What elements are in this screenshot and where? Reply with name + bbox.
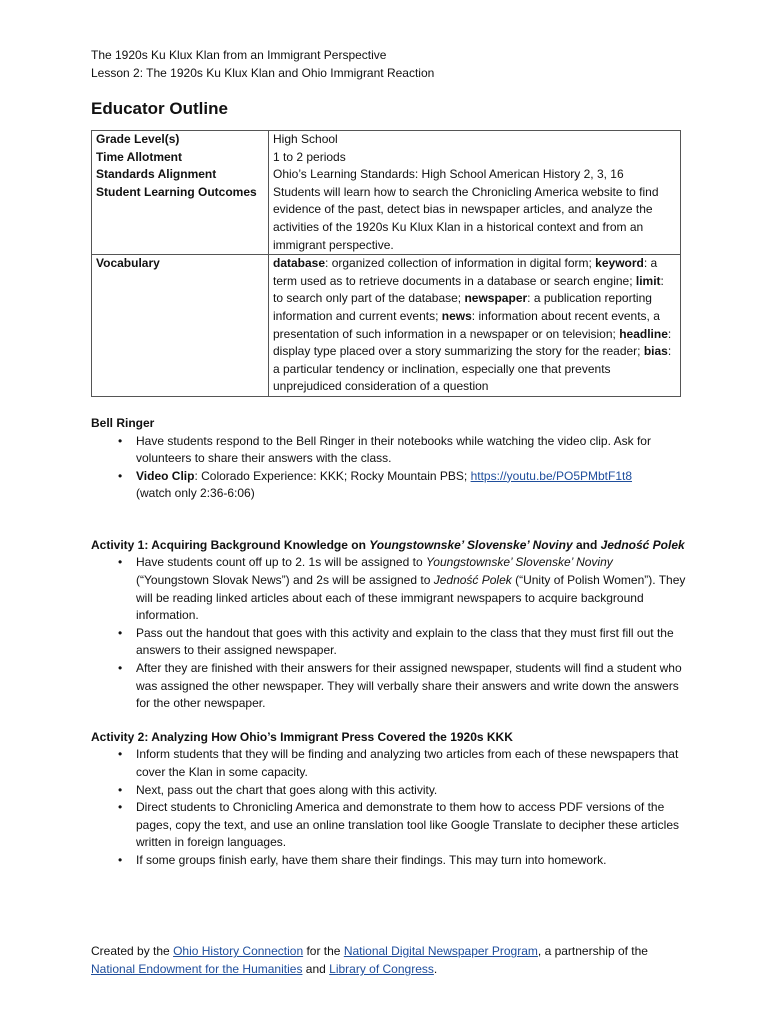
vocab-term: newspaper	[464, 291, 528, 306]
activity2-list	[91, 746, 686, 869]
vocab-term: database	[273, 256, 326, 271]
list-item: • Next, pass out the chart that goes along with this activity.	[136, 782, 686, 800]
vocab-def: : a particular tendency or inclination, especially one that prevents unprejudiced consideration of a question	[273, 344, 672, 394]
list-item	[136, 468, 686, 503]
time-value: 1 to 2 periods	[273, 149, 346, 164]
newspaper-name: Jedność Polek	[433, 573, 512, 588]
vocab-def: : organized collection of information in digital form;	[325, 256, 596, 271]
activity1-list	[91, 554, 686, 712]
list-item: • Have students respond to the Bell Ringer in their notebooks while watching the video clip. Ask for volunteers to share their answers with the class.	[136, 433, 686, 468]
list-item: • Inform students that they will be finding and analyzing two articles from each of these newspapers that cover the Klan in some capacity.	[136, 746, 686, 781]
vocab-def: : to search only part of the database;	[273, 273, 664, 306]
grade-value: High School	[273, 132, 338, 146]
activity2-heading: Activity 2: Analyzing How Ohio’s Immigrant Press Covered the 1920s KKK	[91, 729, 513, 744]
bell-ringer-list	[91, 433, 686, 503]
standards-value: Ohio’s Learning Standards: High School American History 2, 3, 16	[273, 167, 624, 182]
standards-label: Standards Alignment	[96, 167, 217, 182]
video-link[interactable]: https://youtu.be/PO5PMbtF1t8	[470, 468, 633, 483]
loc-link[interactable]: Library of Congress	[329, 962, 434, 976]
vocab-def: : information about recent events, a presentation of such information in a newspaper or on television;	[273, 308, 660, 341]
item-text: (“Unity of Polish Women”). They will be reading linked articles about each of these immigrant newspapers to acquire background information.	[136, 573, 686, 623]
activity1-heading-paper1: Youngstownske’ Slovenske’ Noviny	[369, 537, 573, 552]
grade-label: Grade Level(s)	[96, 132, 180, 146]
vocab-term: bias	[643, 344, 668, 359]
video-clip-text: : Colorado Experience: KKK; Rocky Mountain PBS;	[194, 468, 471, 483]
video-note: (watch only 2:36-6:06)	[136, 486, 255, 501]
vocab-def: : display type placed over a story summarizing the story for the reader;	[273, 326, 672, 359]
vocab-term: headline	[619, 326, 668, 341]
page-title: Educator Outline	[91, 99, 228, 118]
activity1-heading	[91, 537, 686, 555]
footer-text: , a partnership of the	[537, 944, 648, 958]
ndnp-link[interactable]: National Digital Newspaper Program	[343, 944, 538, 958]
neh-link[interactable]: National Endowment for the Humanities	[91, 962, 303, 976]
footer-text: for the	[303, 944, 344, 958]
video-clip-label: Video Clip	[136, 468, 195, 483]
newspaper-name: Youngstownske’ Slovenske’ Noviny	[425, 555, 613, 570]
vocab-term: keyword	[595, 256, 644, 271]
footer-text: Created by the	[91, 944, 174, 958]
vocab-term: news	[441, 308, 472, 323]
vocab-def: : a term used as to retrieve documents in a database or search engine;	[273, 256, 658, 288]
series-title: The 1920s Ku Klux Klan from an Immigrant Perspective	[91, 48, 387, 62]
activity1-heading-paper2: Jedność Polek	[600, 537, 685, 552]
footer-text: and	[302, 962, 330, 976]
list-item: • Direct students to Chronicling America and demonstrate to them how to access PDF versions of the pages, copy the text, and use an online translation tool like Google Translate to decipher these articles written in foreign languages.	[136, 799, 686, 852]
list-item: • After they are finished with their answers for their assigned newspaper, students will find a student who was assigned the other newspaper. They will verbally share their answers and write down the answers for the other newspaper.	[136, 660, 686, 713]
vocab-value	[269, 255, 681, 397]
ohio-history-link[interactable]: Ohio History Connection	[173, 944, 304, 958]
outcomes-label: Student Learning Outcomes	[96, 184, 257, 199]
lesson-title: Lesson 2: The 1920s Ku Klux Klan and Ohio Immigrant Reaction	[91, 66, 435, 80]
footer-text: .	[433, 962, 438, 976]
table-row	[92, 131, 681, 255]
list-item: • Pass out the handout that goes with this activity and explain to the class that they must first fill out the answers to their assigned newspaper.	[136, 625, 686, 660]
document-content	[91, 46, 686, 870]
bell-ringer-heading: Bell Ringer	[91, 415, 155, 430]
vocab-term: limit	[635, 273, 661, 288]
table-row	[92, 255, 681, 397]
activity1-heading-text: Activity 1: Acquiring Background Knowledge on	[91, 537, 370, 552]
outline-table	[91, 130, 681, 397]
list-item	[136, 554, 686, 624]
outcomes-value: Students will learn how to search the Chronicling America website to find evidence of the past, detect bias in newspaper articles, and analyze the activities of the 1920s Ku Klux Klan in a historical context and from an immigrant perspective.	[273, 184, 659, 252]
time-label: Time Allotment	[96, 149, 183, 164]
footer-credits	[91, 942, 691, 978]
activity1-heading-and: and	[572, 537, 601, 552]
vocab-def: : a publication reporting information and current events;	[273, 291, 652, 323]
item-text: (“Youngstown Slovak News”) and 2s will be assigned to	[136, 573, 434, 588]
list-item: • If some groups finish early, have them share their findings. This may turn into homework.	[136, 852, 686, 870]
vocab-label: Vocabulary	[92, 255, 269, 397]
item-text: Have students count off up to 2. 1s will be assigned to	[136, 555, 426, 570]
